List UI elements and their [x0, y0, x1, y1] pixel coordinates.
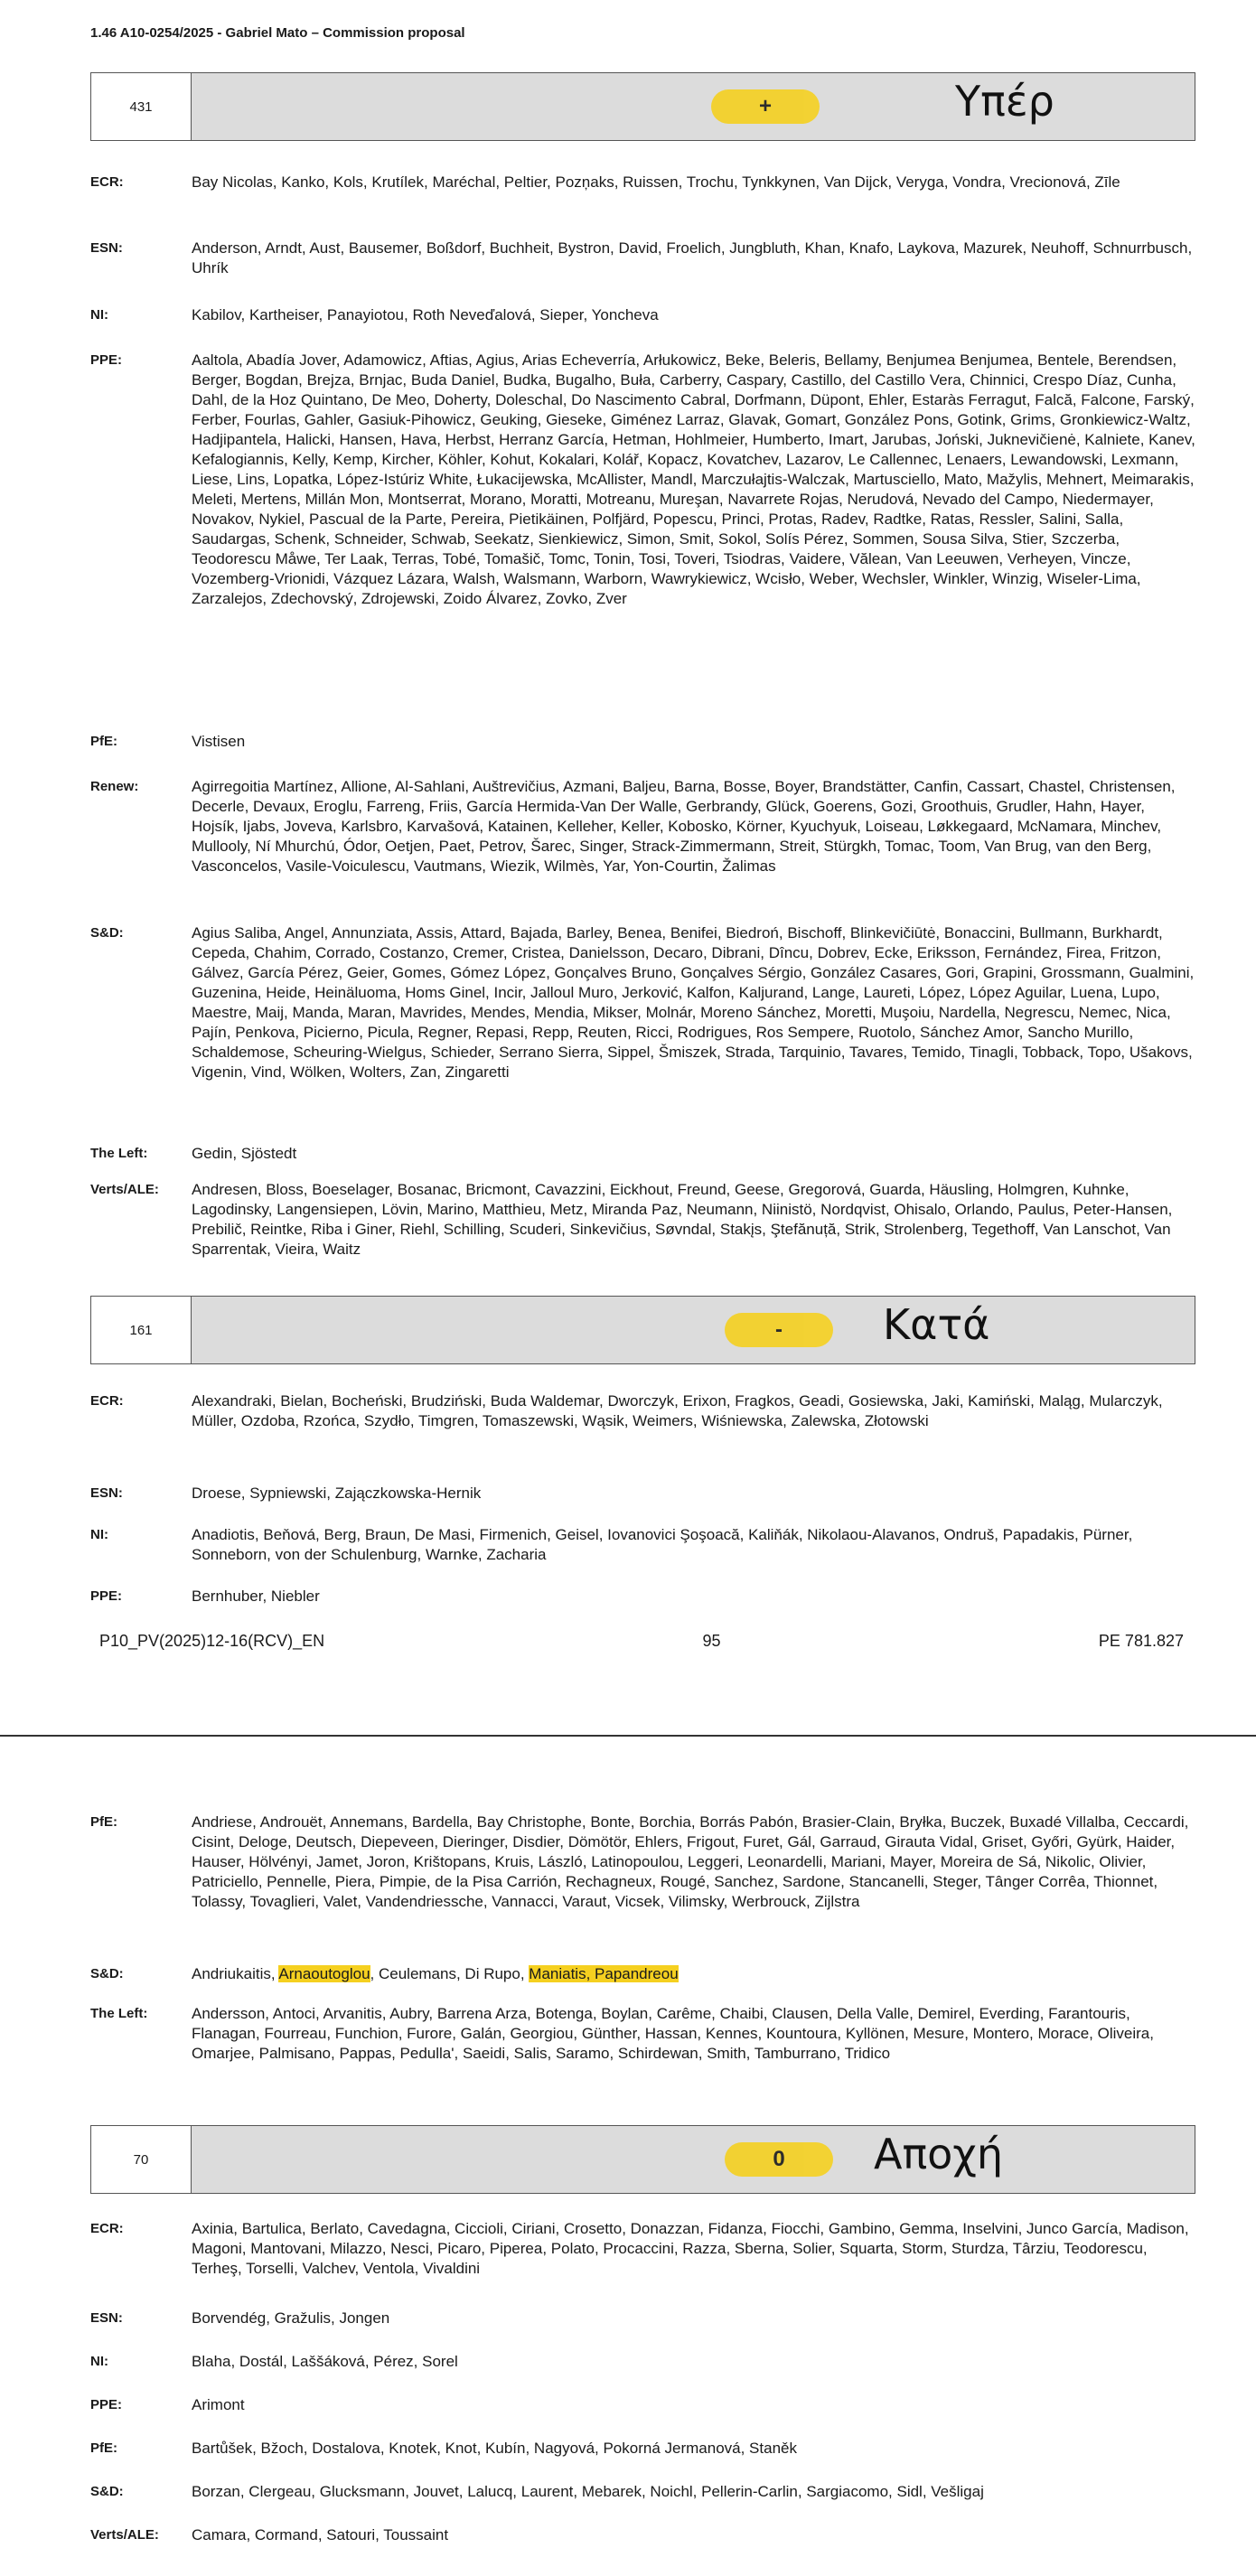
vote-against-bar	[191, 1297, 1195, 1363]
page-footer	[99, 1632, 1184, 1651]
against-group-ecr	[90, 1391, 1195, 1431]
group-members: Bernhuber, Niebler	[192, 1588, 320, 1605]
group-members: Borvendég, Gražulis, Jongen	[192, 2309, 390, 2327]
vote-against-greek-label: Κατά	[883, 1300, 990, 1349]
group-label: ECR:	[90, 1393, 124, 1409]
vote-abstain-bar	[191, 2126, 1195, 2193]
group-label: ECR:	[90, 2221, 124, 2236]
group-members: Agirregoitia Martínez, Allione, Al-Sahlani, Auštrevičius, Azmani, Baljeu, Barna, Bosse, Boyer, Brandstätter, Canfin, Cassart, Chastel, Christensen, Decerle, Devaux, Eroglu, Farreng, Friis, García Hermida-Van Der Walle, Gerbrandy, Glück, Goerens, Gozi, Groothuis, Grudler, Hahn, Hayer, Hojsík, Ijabs, Joveva, Karlsbro, Karvašová, Katainen, Kelleher, Keller, Kobosko, Körner, Kyuchyuk, Loiseau, Løkkegaard, McNamara, Minchev, Mullooly, Ní Mhurchú, Ódor, Oetjen, Paet, Petrov, Šarec, Singer, Strack-Zimmermann, Streit, Stürgkh, Tomac, Toom, Van Brug, van den Berg, Vasconcelos, Vasile-Voiculescu, Vautmans, Wiezik, Wilmès, Yar, Yon-Courtin, Žalimas	[192, 778, 1176, 875]
group-members: Anderson, Arndt, Aust, Bausemer, Boßdorf, Buchheit, Bystron, David, Froelich, Jungbluth, Khan, Knafo, Laykova, Mazurek, Neuhoff, Schnurrbusch, Uhrík	[192, 239, 1193, 276]
for-group-ecr	[90, 173, 1195, 192]
group-members: Droese, Sypniewski, Zajączkowska-Hernik	[192, 1485, 482, 1502]
against-group-sd	[90, 1964, 1195, 1984]
group-label: PfE:	[90, 1814, 117, 1830]
group-members: Blaha, Dostál, Laššáková, Pérez, Sorel	[192, 2353, 458, 2370]
vote-abstain-count: 70	[133, 2151, 149, 2168]
group-members: Camara, Cormand, Satouri, Toussaint	[192, 2526, 449, 2543]
group-label: The Left:	[90, 2006, 148, 2021]
group-label: Verts/ALE:	[90, 1182, 159, 1197]
vote-abstain-greek-label: Αποχή	[874, 2130, 1004, 2178]
group-label: S&D:	[90, 2484, 124, 2499]
highlighted-member: Arnaoutoglou	[278, 1965, 370, 1982]
against-group-ppe	[90, 1587, 1195, 1606]
abstain-group-ecr	[90, 2219, 1195, 2279]
group-members: Kabilov, Kartheiser, Panayiotou, Roth Neveďalová, Sieper, Yoncheva	[192, 306, 659, 323]
abstain-group-esn	[90, 2309, 1195, 2328]
footer-doc-ref: P10_PV(2025)12-16(RCV)_EN	[99, 1632, 325, 1650]
group-label: ESN:	[90, 240, 123, 256]
group-label: ESN:	[90, 2310, 123, 2326]
for-group-renew	[90, 777, 1195, 876]
group-label: PPE:	[90, 2397, 123, 2412]
group-members: Axinia, Bartulica, Berlato, Cavedagna, Ciccioli, Ciriani, Crosetto, Donazzan, Fidanza, Fiocchi, Gambino, Gemma, Inselvini, Junco García, Madison, Magoni, Mantovani, Milazzo, Nesci, Picaro, Piperea, Polato, Procaccini, Razza, Sberna, Solier, Squarta, Storm, Sturdza, Târziu, Teodorescu, Terheş, Torselli, Valchev, Ventola, Vivaldini	[192, 2220, 1189, 2277]
group-members: Andersson, Antoci, Arvanitis, Aubry, Barrena Arza, Botenga, Boylan, Carême, Chaibi, Clausen, Della Valle, Demirel, Everding, Farantouris, Flanagan, Fourreau, Funchion, Furore, Galán, Georgiou, Günther, Hassan, Kennes, Kountoura, Kyllönen, Mesure, Montero, Morace, Oliveira, Omarjee, Palmisano, Pappas, Pedulla', Saeidi, Salis, Saramo, Schirdewan, Smith, Tamburrano, Tridico	[192, 2005, 1154, 2062]
against-group-the-left	[90, 2004, 1195, 2064]
for-group-verts-ale	[90, 1180, 1195, 1260]
for-group-esn	[90, 239, 1195, 278]
vote-for-sign: +	[711, 89, 820, 124]
footer-pe-ref: PE 781.827	[1098, 1632, 1184, 1650]
group-label: NI:	[90, 2354, 108, 2369]
group-members: Agius Saliba, Angel, Annunziata, Assis, Attard, Bajada, Barley, Benea, Benifei, Biedroń, Bischoff, Blinkevičiūtė, Bonaccini, Bullmann, Burkhardt, Cepeda, Chahim, Corrado, Costanzo, Cremer, Cristea, Danielsson, Decaro, Dibrani, Dîncu, Dobrev, Ecke, Eriksson, Fernández, Firea, Fritzon, Gálvez, García Pérez, Geier, Gomes, Gómez López, Gonçalves Bruno, Gonçalves Sérgio, González Casares, Gori, Grapini, Grossmann, Gualmini, Guzenina, Heide, Heinäluoma, Homs Ginel, Incir, Jalloul Muro, Jerković, Kalfon, Kaljurand, Lange, Laureti, López, López Aguilar, Luena, Lupo, Maestre, Maij, Manda, Maran, Mavrides, Mendes, Mendia, Mikser, Molnár, Moreno Sánchez, Moretti, Muşoiu, Nardella, Negrescu, Nemec, Nica, Pajín, Penkova, Picierno, Picula, Regner, Repasi, Repp, Reuten, Ricci, Rodrigues, Ros Sempere, Ruotolo, Sánchez Amor, Sancho Murillo, Schaldemose, Scheuring-Wielgus, Schieder, Serrano Sierra, Sippel, Šmiszek, Strada, Tarquinio, Tavares, Temido, Tinagli, Tobback, Topo, Ušakovs, Vigenin, Vind, Wölken, Wolters, Zan, Zingaretti	[192, 924, 1195, 1081]
group-label: Renew:	[90, 779, 139, 794]
for-group-sd	[90, 923, 1195, 1082]
vote-for-bar	[191, 73, 1195, 140]
group-members: Anadiotis, Beňová, Berg, Braun, De Masi, Firmenich, Geisel, Iovanovici Şoşoacă, Kaliňák, Nikolaou-Alavanos, Ondruš, Papadakis, Pürner, Sonneborn, von der Schulenburg, Warnke, Zacharia	[192, 1526, 1133, 1563]
group-members: Arimont	[192, 2396, 245, 2413]
abstain-group-verts-ale	[90, 2525, 1195, 2545]
group-label: PfE:	[90, 2440, 117, 2456]
abstain-group-ppe	[90, 2395, 1195, 2415]
group-members: Alexandraki, Bielan, Bocheński, Brudziński, Buda Waldemar, Dworczyk, Erixon, Fragkos, Geadi, Gosiewska, Jaki, Kamiński, Maląg, Mularczyk, Müller, Ozdoba, Rzońca, Szydło, Timgren, Tomaszewski, Wąsik, Weimers, Wiśniewska, Zalewska, Złotowski	[192, 1392, 1163, 1429]
group-label: NI:	[90, 307, 108, 323]
doc-title: 1.46 A10-0254/2025 - Gabriel Mato – Commission proposal	[90, 25, 465, 41]
against-group-esn	[90, 1484, 1195, 1503]
group-label: S&D:	[90, 925, 124, 941]
group-members	[192, 1964, 1195, 1984]
abstain-group-sd	[90, 2482, 1195, 2502]
for-group-ni	[90, 305, 1195, 325]
against-group-ni	[90, 1525, 1195, 1565]
vote-abstain-box	[90, 2125, 1195, 2194]
page-divider	[0, 1735, 1256, 1737]
abstain-group-ni	[90, 2352, 1195, 2372]
group-label: S&D:	[90, 1966, 124, 1981]
highlighted-member: Maniatis, Papandreou	[529, 1965, 679, 1982]
vote-against-sign: -	[725, 1313, 833, 1347]
group-members: Bay Nicolas, Kanko, Kols, Krutílek, Maréchal, Peltier, Pozņaks, Ruissen, Trochu, Tynkkynen, Van Dijck, Veryga, Vondra, Vrecionová, Zīle	[192, 173, 1120, 191]
group-label: NI:	[90, 1527, 108, 1542]
group-members: Borzan, Clergeau, Glucksmann, Jouvet, Lalucq, Laurent, Mebarek, Noichl, Pellerin-Carlin, Sargiacomo, Sidl, Vešligaj	[192, 2483, 984, 2500]
abstain-group-pfe	[90, 2439, 1195, 2459]
vote-for-count: 431	[129, 98, 153, 115]
for-group-pfe	[90, 732, 1195, 752]
for-group-the-left	[90, 1144, 1195, 1164]
group-members: Andriese, Androuët, Annemans, Bardella, Bay Christophe, Bonte, Borchia, Borrás Pabón, Brasier-Clain, Bryłka, Buczek, Buxadé Villalba, Ceccardi, Cisint, Deloge, Deutsch, Diepeveen, Dieringer, Disdier, Dömötör, Ehlers, Frigout, Furet, Gál, Garraud, Girauta Vidal, Griset, Győri, Gyürk, Haider, Hauser, Hölvényi, Jamet, Joron, Krištopans, Kruis, László, Latinopoulou, Leggeri, Leonardelli, Mariani, Mayer, Moreira de Sá, Nikolic, Olivier, Patriciello, Pennelle, Piera, Pimpie, de la Pisa Carrión, Rechagneux, Rougé, Sanchez, Sardone, Stancanelli, Steger, Tânger Corrêa, Thionnet, Tolassy, Tovaglieri, Valet, Vandendriessche, Vannacci, Varaut, Vicsek, Vilimsky, Werbrouck, Zijlstra	[192, 1813, 1189, 1910]
members-text: Andriukaitis,	[192, 1965, 279, 1982]
members-text: , Ceulemans, Di Rupo,	[370, 1965, 530, 1982]
group-members: Aaltola, Abadía Jover, Adamowicz, Aftias, Agius, Arias Echeverría, Arłukowicz, Beke, Beleris, Bellamy, Benjumea Benjumea, Bentele, Berendsen, Berger, Bogdan, Brejza, Brnjac, Buda Daniel, Budka, Bugalho, Buła, Carberry, Caspary, Castillo, del Castillo Vera, Chinnici, Crespo Díaz, Cunha, Dahl, de la Hoz Quintano, De Meo, Doherty, Doleschal, Do Nascimento Cabral, Dorfmann, Düpont, Ehler, Estaràs Ferragut, Falcă, Falcone, Farský, Ferber, Fourlas, Gahler, Gasiuk-Pihowicz, Geuking, Gieseke, Giménez Larraz, Glavak, Gomart, González Pons, Gotink, Grims, Gronkiewicz-Waltz, Hadjipantela, Halicki, Hansen, Hava, Herbst, Herranz García, Hetman, Hohlmeier, Humberto, Imart, Jarubas, Joński, Juknevičienė, Kalniete, Kanev, Kefalogiannis, Kelly, Kemp, Kircher, Köhler, Kohut, Kokalari, Kolář, Kopacz, Kovatchev, Lazarov, Le Callennec, Lenaers, Lewandowski, Lexmann, Liese, Lins, Lopatka, López-Istúriz White, Łukacijewska, McAllister, Mandl, Marczułajtis-Walczak, Martusciello, Mato, Mažylis, Mehnert, Meimarakis, Meleti, Mertens, Millán Mon, Montserrat, Morano, Moratti, Motreanu, Mureşan, Navarrete Rojas, Nerudová, Nevado del Campo, Niedermayer, Novakov, Nykiel, Pascual de la Parte, Pereira, Pietikäinen, Polfjärd, Popescu, Princi, Protas, Radev, Radtke, Ratas, Ressler, Salini, Salla, Saudargas, Schenk, Schneider, Schwab, Seekatz, Sienkiewicz, Simon, Smit, Sokol, Solís Pérez, Sommen, Sousa Silva, Stier, Szczerba, Teodorescu Måwe, Ter Laak, Terras, Tobé, Tomašič, Tomc, Tonin, Tosi, Toveri, Tsiodras, Vaidere, Vălean, Van Leeuwen, Verheyen, Vincze, Vozemberg-Vrionidi, Vázquez Lázara, Walsh, Walsmann, Warborn, Wawrykiewicz, Wcisło, Weber, Wechsler, Winkler, Winzig, Wiseler-Lima, Zarzalejos, Zdechovský, Zdrojewski, Zoido Álvarez, Zovko, Zver	[192, 351, 1195, 607]
vote-against-box	[90, 1296, 1195, 1364]
for-group-ppe	[90, 351, 1195, 609]
group-label: PPE:	[90, 352, 123, 368]
vote-against-count: 161	[129, 1322, 153, 1338]
group-label: The Left:	[90, 1146, 148, 1161]
group-label: ECR:	[90, 174, 124, 190]
group-members: Vistisen	[192, 733, 246, 750]
group-members: Bartůšek, Bžoch, Dostalova, Knotek, Knot, Kubín, Nagyová, Pokorná Jermanová, Staněk	[192, 2440, 797, 2457]
group-label: PPE:	[90, 1588, 123, 1604]
vote-abstain-sign: 0	[725, 2142, 833, 2177]
vote-for-greek-label: Υπέρ	[955, 77, 1054, 126]
group-label: ESN:	[90, 1485, 123, 1501]
footer-page-number: 95	[702, 1632, 721, 1650]
group-members: Andresen, Bloss, Boeselager, Bosanac, Bricmont, Cavazzini, Eickhout, Freund, Geese, Gregorová, Guarda, Häusling, Holmgren, Kuhnke, Lagodinsky, Langensiepen, Lövin, Marino, Matthieu, Metz, Miranda Paz, Neumann, Niinistö, Nordqvist, Ohisalo, Orlando, Paulus, Peter-Hansen, Prebilič, Reintke, Riba i Giner, Riehl, Schilling, Scuderi, Sinkevičius, Søvndal, Stakįs, Ştefănuță, Strik, Strolenberg, Tegethoff, Van Lanschot, Van Sparrentak, Vieira, Waitz	[192, 1181, 1173, 1258]
vote-for-box	[90, 72, 1195, 141]
group-label: Verts/ALE:	[90, 2527, 159, 2543]
group-label: PfE:	[90, 734, 117, 749]
against-group-pfe	[90, 1813, 1195, 1912]
group-members: Gedin, Sjöstedt	[192, 1145, 297, 1162]
